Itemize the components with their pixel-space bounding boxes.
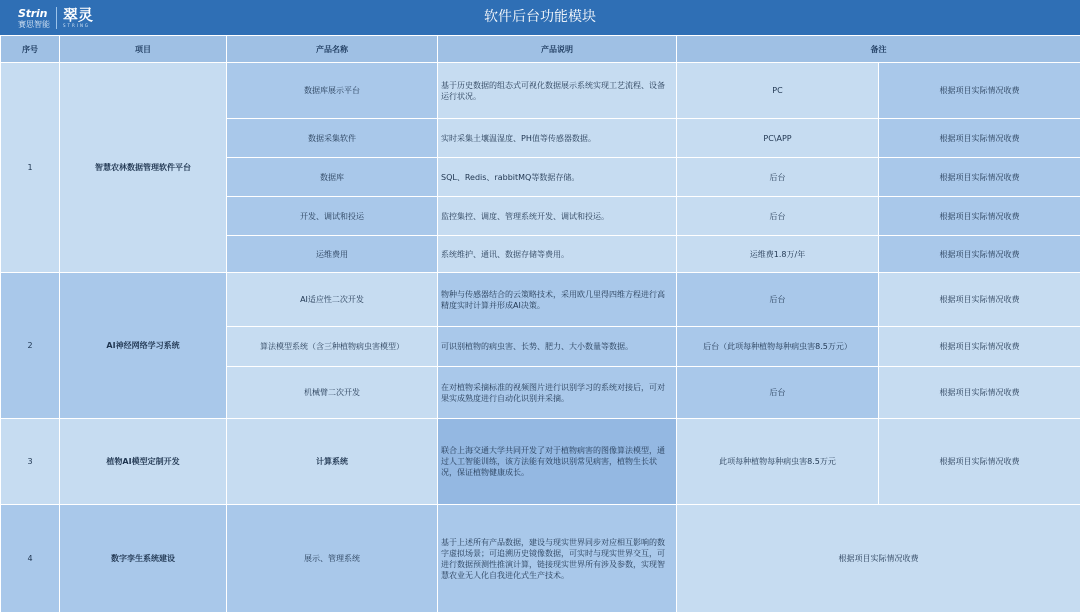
header-desc: 产品说明 xyxy=(438,36,677,63)
logo-brand-sub: STRING xyxy=(63,24,93,28)
row-charge: 根据项目实际情况收费 xyxy=(879,367,1080,419)
row-charge: 根据项目实际情况收费 xyxy=(879,273,1080,327)
row-product: 展示、管理系统 xyxy=(227,505,438,613)
row-product: 数据库 xyxy=(227,158,438,197)
row-desc: 系统维护、通讯、数据存储等费用。 xyxy=(438,236,677,273)
row-no: 1 xyxy=(1,63,60,273)
table-row xyxy=(1,63,1080,119)
row-note: PC\APP xyxy=(677,119,879,158)
row-no: 2 xyxy=(1,273,60,419)
row-product: AI适应性二次开发 xyxy=(227,273,438,327)
table-header-row xyxy=(1,36,1080,63)
row-note: 后台 xyxy=(677,158,879,197)
row-product: 算法模型系统（含三种植物病虫害模型） xyxy=(227,327,438,367)
row-product: 计算系统 xyxy=(227,419,438,505)
row-charge: 根据项目实际情况收费 xyxy=(879,119,1080,158)
row-charge: 根据项目实际情况收费 xyxy=(879,197,1080,236)
row-project: 数字孪生系统建设 xyxy=(60,505,227,613)
row-note: 运维费1.8万/年 xyxy=(677,236,879,273)
header-note: 备注 xyxy=(677,36,1080,63)
row-merged-note: 根据项目实际情况收费 xyxy=(677,505,1080,613)
header-product: 产品名称 xyxy=(227,36,438,63)
page-title: 软件后台功能模块 xyxy=(0,0,1080,35)
row-desc: 基于上述所有产品数据，建设与现实世界同步对应相互影响的数字虚拟场景；可追溯历史镜像数据，可实时与现实世界交互，可进行数据预测性推演计算，链接现实世界所有涉及参数，实现智慧农业无人化自我进化式生产技术。 xyxy=(438,505,677,613)
row-note: PC xyxy=(677,63,879,119)
row-project: AI神经网络学习系统 xyxy=(60,273,227,419)
row-note: 后台（此项每种植物每种病虫害8.5万元） xyxy=(677,327,879,367)
row-product: 开发、调试和投运 xyxy=(227,197,438,236)
module-table xyxy=(0,35,1080,613)
row-no: 3 xyxy=(1,419,60,505)
row-project: 植物AI模型定制开发 xyxy=(60,419,227,505)
row-product: 运维费用 xyxy=(227,236,438,273)
row-desc: 在对植物采摘标准的视频图片进行识别学习的系统对接后，可对果实成熟度进行自动化识别并采摘。 xyxy=(438,367,677,419)
row-no: 4 xyxy=(1,505,60,613)
header-project: 项目 xyxy=(60,36,227,63)
table-row xyxy=(1,273,1080,327)
row-project: 智慧农林数据管理软件平台 xyxy=(60,63,227,273)
row-product: 数据采集软件 xyxy=(227,119,438,158)
table-row xyxy=(1,505,1080,613)
row-charge: 根据项目实际情况收费 xyxy=(879,419,1080,505)
header-no: 序号 xyxy=(1,36,60,63)
row-note: 此项每种植物每种病虫害8.5万元 xyxy=(677,419,879,505)
row-charge: 根据项目实际情况收费 xyxy=(879,158,1080,197)
row-charge: 根据项目实际情况收费 xyxy=(879,327,1080,367)
row-desc: SQL、Redis、rabbitMQ等数据存储。 xyxy=(438,158,677,197)
row-product: 机械臂二次开发 xyxy=(227,367,438,419)
row-desc: 物种与传感器结合的云策略技术，采用欧几里得四维方程进行高精度实时计算并形成AI决策。 xyxy=(438,273,677,327)
row-desc: 可识别植物的病虫害、长势、肥力、大小数量等数据。 xyxy=(438,327,677,367)
row-desc: 基于历史数据的组态式可视化数据展示系统实现工艺流程、设备运行状况。 xyxy=(438,63,677,119)
logo-text-en: Strin xyxy=(18,8,50,19)
table-row xyxy=(1,419,1080,505)
title-bar xyxy=(0,0,1080,35)
row-note: 后台 xyxy=(677,273,879,327)
logo-brand-cn: 翠灵 xyxy=(63,8,93,23)
row-note: 后台 xyxy=(677,197,879,236)
logo-text-cn: 赛思智能 xyxy=(18,21,50,29)
row-desc: 监控集控、调度、管理系统开发、调试和投运。 xyxy=(438,197,677,236)
row-note: 后台 xyxy=(677,367,879,419)
row-desc: 联合上海交通大学共同开发了对于植物病害的图像算法模型，通过人工智能训练，该方法能有效地识别常见病害，植物生长状况，保证植物健康成长。 xyxy=(438,419,677,505)
row-product: 数据库展示平台 xyxy=(227,63,438,119)
row-desc: 实时采集土壤温湿度、PH值等传感器数据。 xyxy=(438,119,677,158)
row-charge: 根据项目实际情况收费 xyxy=(879,63,1080,119)
row-charge: 根据项目实际情况收费 xyxy=(879,236,1080,273)
